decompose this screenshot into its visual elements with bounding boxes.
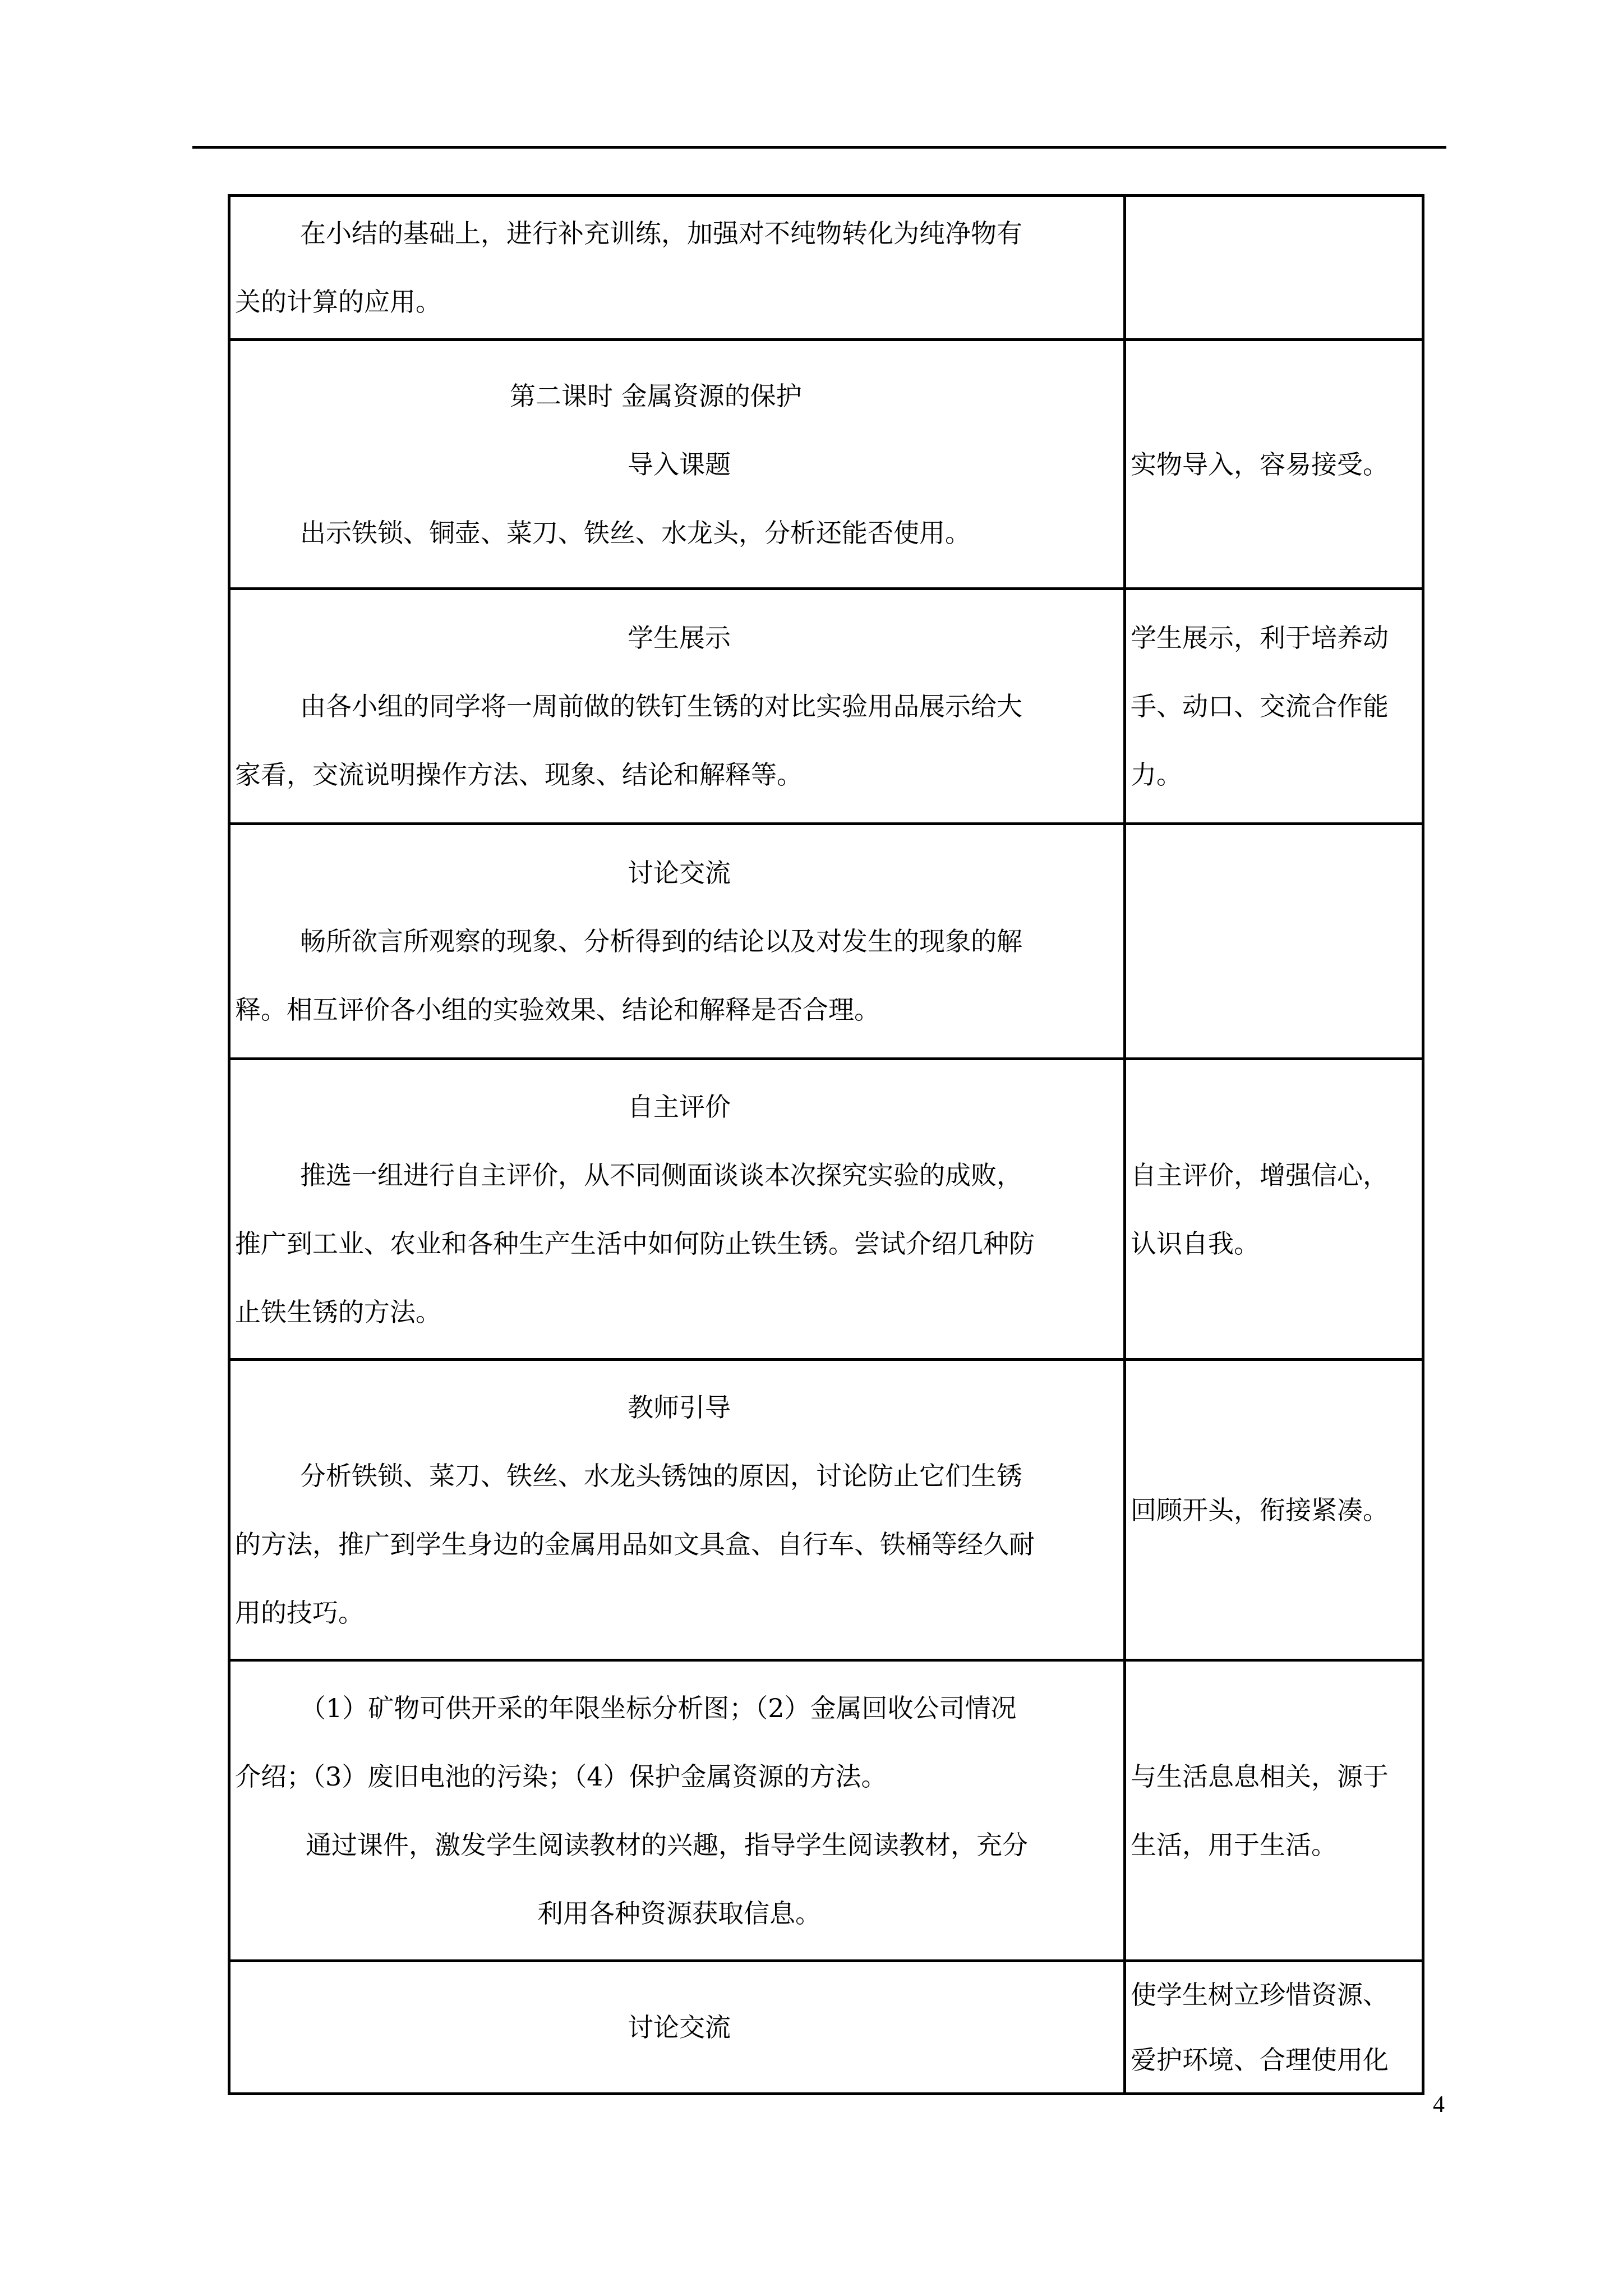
- table-row: [229, 1360, 1423, 1660]
- section-heading: 讨论交流: [628, 2012, 731, 2042]
- intent-cell: [1125, 1961, 1423, 2094]
- table-row: [229, 1961, 1423, 2094]
- intent-text: 力。: [1131, 760, 1182, 790]
- intent-text: 回顾开头，衔接紧凑。: [1131, 1494, 1389, 1525]
- section-heading: 讨论交流: [628, 858, 731, 888]
- intent-cell: [1125, 1660, 1423, 1961]
- activity-cell: [229, 1059, 1125, 1360]
- lesson-plan-table: [228, 194, 1424, 2095]
- intent-text: 认识自我。: [1131, 1228, 1260, 1259]
- header-rule: [192, 146, 1446, 149]
- intent-text: 生活，用于生活。: [1131, 1829, 1337, 1860]
- activity-cell: [229, 824, 1125, 1059]
- activity-text: 出示铁锁、铜壶、菜刀、铁丝、水龙头，分析还能否使用。: [300, 517, 971, 548]
- activity-text: 家看，交流说明操作方法、现象、结论和解释等。: [235, 760, 803, 790]
- section-heading: 学生展示: [628, 623, 731, 653]
- intent-text: 自主评价，增强信心，: [1131, 1159, 1389, 1190]
- page-number: 4: [1433, 2092, 1445, 2118]
- table-row: [229, 1059, 1423, 1360]
- intent-cell: [1125, 589, 1423, 824]
- intent-cell: [1125, 1360, 1423, 1660]
- activity-text: 止铁生锈的方法。: [235, 1296, 441, 1327]
- activity-text: 的方法，推广到学生身边的金属用品如文具盒、自行车、铁桶等经久耐: [235, 1529, 1035, 1559]
- table-row: [229, 824, 1423, 1059]
- intent-text: 手、动口、交流合作能: [1131, 691, 1389, 721]
- intent-text: 使学生树立珍惜资源、: [1131, 1980, 1389, 2010]
- activity-cell: [229, 1961, 1125, 2094]
- activity-text: 介绍；（3）废旧电池的污染；（4）保护金属资源的方法。: [235, 1761, 887, 1792]
- intent-text: 与生活息息相关，源于: [1131, 1761, 1389, 1792]
- activity-text: 畅所欲言所观察的现象、分析得到的结论以及对发生的现象的解: [300, 926, 1022, 956]
- activity-text: （1）矿物可供开采的年限坐标分析图；（2）金属回收公司情况: [300, 1692, 1017, 1723]
- table-row: [229, 1660, 1423, 1961]
- activity-cell: [229, 196, 1125, 340]
- intent-cell: [1125, 824, 1423, 1059]
- activity-text: 分析铁锁、菜刀、铁丝、水龙头锈蚀的原因，讨论防止它们生锈: [300, 1460, 1022, 1491]
- section-heading: 教师引导: [628, 1392, 731, 1423]
- activity-cell: [229, 1360, 1125, 1660]
- table-row: [229, 340, 1423, 589]
- lesson-title: 第二课时 金属资源的保护: [510, 380, 802, 411]
- activity-text: 释。相互评价各小组的实验效果、结论和解释是否合理。: [235, 995, 880, 1025]
- intent-text: 爱护环境、合理使用化: [1131, 2045, 1389, 2075]
- activity-cell: [229, 1660, 1125, 1961]
- activity-cell: [229, 340, 1125, 589]
- intent-cell: [1125, 196, 1423, 340]
- activity-text: 用的技巧。: [235, 1597, 364, 1628]
- section-heading: 导入课题: [628, 449, 731, 480]
- activity-text: 推广到工业、农业和各种生产生活中如何防止铁生锈。尝试介绍几种防: [235, 1228, 1035, 1259]
- activity-text: 由各小组的同学将一周前做的铁钉生锈的对比实验用品展示给大: [300, 691, 1022, 721]
- intent-cell: [1125, 1059, 1423, 1360]
- table-row: [229, 589, 1423, 824]
- intent-text: 实物导入，容易接受。: [1131, 449, 1389, 480]
- activity-text: 通过课件，激发学生阅读教材的兴趣，指导学生阅读教材，充分: [306, 1829, 1028, 1860]
- table-row: [229, 196, 1423, 340]
- activity-text: 在小结的基础上，进行补充训练，加强对不纯物转化为纯净物有: [300, 218, 1022, 249]
- activity-cell: [229, 589, 1125, 824]
- activity-text: 推选一组进行自主评价，从不同侧面谈谈本次探究实验的成败，: [300, 1159, 1022, 1190]
- section-heading: 自主评价: [628, 1091, 731, 1122]
- intent-text: 学生展示，利于培养动: [1131, 623, 1389, 653]
- intent-cell: [1125, 340, 1423, 589]
- activity-text: 关的计算的应用。: [235, 287, 441, 317]
- activity-text: 利用各种资源获取信息。: [537, 1898, 821, 1929]
